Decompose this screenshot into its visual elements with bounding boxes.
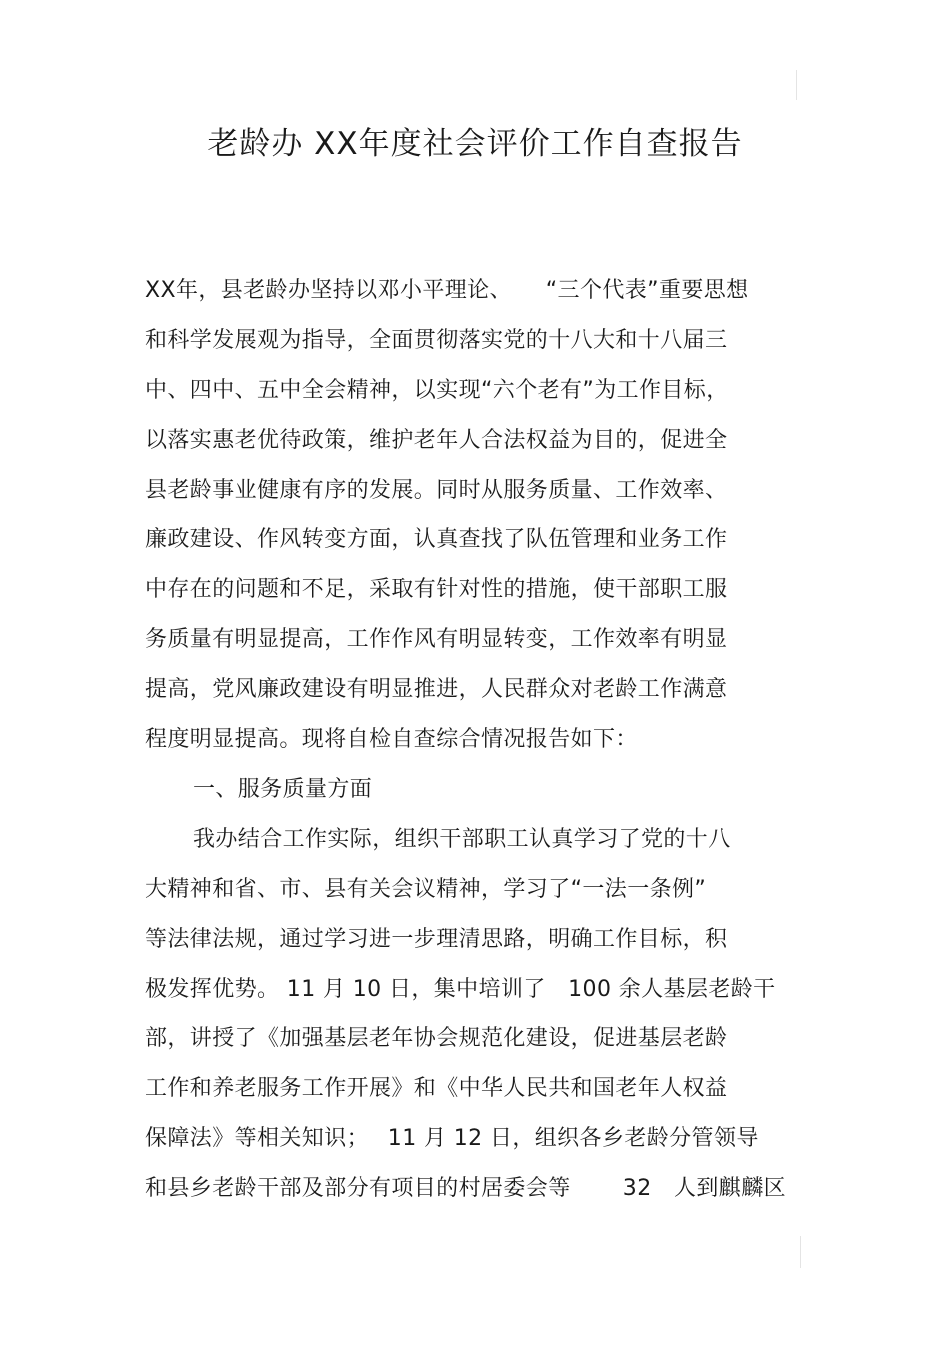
body-line: 提高，党风廉政建设有明显推进，人民群众对老龄工作满意	[145, 677, 728, 702]
body-line: 极发挥优势。 11 月 10 日，集中培训了 100 余人基层老龄干	[145, 977, 776, 1002]
body-line: 保障法》等相关知识； 11 月 12 日，组织各乡老龄分管领导	[145, 1126, 759, 1151]
body-line: 部，讲授了《加强基层老年协会规范化建设，促进基层老龄	[145, 1026, 728, 1051]
section-heading: 一、服务质量方面	[193, 777, 373, 802]
body-line: 等法律法规，通过学习进一步理清思路，明确工作目标，积	[145, 927, 728, 952]
body-line: 廉政建设、作风转变方面，认真查找了队伍管理和业务工作	[145, 527, 728, 552]
body-line: 工作和养老服务工作开展》和《中华人民共和国老年人权益	[145, 1076, 728, 1101]
bottom-right-margin-mark	[800, 1236, 801, 1268]
body-line: 我办结合工作实际，组织干部职工认真学习了党的十八	[193, 827, 731, 852]
top-right-margin-mark	[796, 70, 797, 100]
body-line: 和科学发展观为指导，全面贯彻落实党的十八大和十八届三	[145, 328, 728, 353]
body-line: 和县乡老龄干部及部分有项目的村居委会等 32 人到麒麟区	[145, 1176, 786, 1201]
document-title: 老龄办 XX年度社会评价工作自查报告	[207, 126, 743, 162]
body-line: 大精神和省、市、县有关会议精神，学习了“一法一条例”	[145, 877, 707, 902]
body-line: XX年，县老龄办坚持以邓小平理论、 “三个代表”重要思想	[145, 278, 749, 303]
body-line: 中存在的问题和不足，采取有针对性的措施，使干部职工服	[145, 577, 728, 602]
body-line: 程度明显提高。现将自检自查综合情况报告如下：	[145, 727, 638, 752]
body-line: 县老龄事业健康有序的发展。同时从服务质量、工作效率、	[145, 478, 728, 503]
body-line: 务质量有明显提高，工作作风有明显转变，工作效率有明显	[145, 627, 728, 652]
body-line: 中、四中、五中全会精神，以实现“六个老有”为工作目标，	[145, 378, 729, 403]
body-line: 以落实惠老优待政策，维护老年人合法权益为目的，促进全	[145, 428, 728, 453]
